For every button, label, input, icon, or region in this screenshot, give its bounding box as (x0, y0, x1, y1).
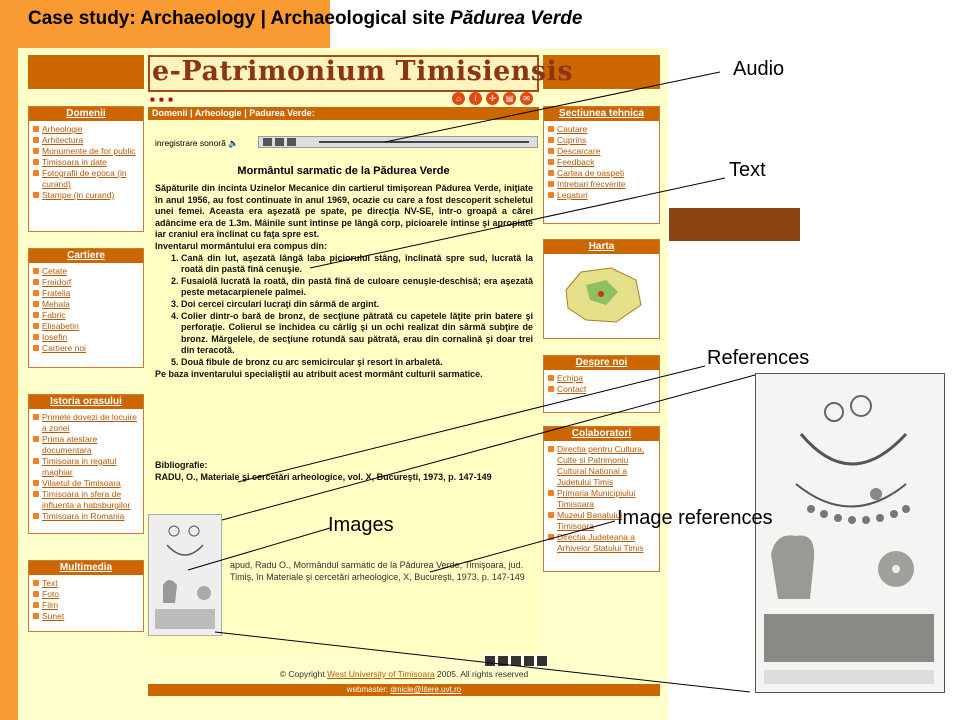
pause-icon[interactable] (275, 138, 284, 146)
copyright-footer: © Copyright West University of Timisoara 2005. All rights reserved (279, 669, 529, 679)
article-outro: Pe baza inventarului specialiştii au atribuit acest mormânt culturii sarmatice. (155, 368, 483, 379)
nav-link-item[interactable]: Prima atestare documentara (33, 434, 139, 456)
box-despre-noi (543, 355, 660, 413)
box-title[interactable]: Despre noi (544, 356, 659, 370)
audio-player[interactable] (258, 136, 538, 148)
multimedia-list (29, 575, 143, 625)
nav-link-item[interactable]: Cautare (548, 124, 655, 135)
last-page-icon[interactable] (536, 655, 548, 667)
next-page-icon[interactable] (523, 655, 535, 667)
breadcrumb: Domenii | Arheologie | Padurea Verde: (148, 107, 539, 120)
inventory-item: 3. Doi cercei circulari lucraţi din sârmă de argint. (181, 299, 533, 311)
city-map-thumbnail[interactable] (556, 260, 646, 330)
nav-link-item[interactable]: Timisoara in date (33, 157, 139, 168)
nav-link-item[interactable]: Cartiere noi (33, 343, 139, 354)
nav-link-item[interactable]: Vilaetul de Timisoara (33, 478, 139, 489)
box-sectiunea-tehnica (543, 106, 660, 224)
nav-link-item[interactable]: Text (33, 578, 139, 589)
nav-link-item[interactable]: Fotografii de epoca (in curand) (33, 168, 139, 190)
box-title[interactable]: Multimedia (29, 561, 143, 575)
info-icon[interactable]: i (469, 92, 482, 105)
nav-link-item[interactable]: Timisoara in Romania (33, 511, 139, 522)
university-link[interactable]: West University of Timisoara (327, 669, 435, 679)
bibliography-heading: Bibliografie: (155, 460, 208, 470)
audio-progress-track[interactable] (319, 141, 529, 143)
box-title[interactable]: Domenii (29, 107, 143, 121)
box-title[interactable]: Harta (544, 240, 659, 254)
inventory-item: 4. Colier dintr-o bară de bronz, de secţiune pătrată cu capetele lăţite prin batere şi perforaţie. Colierul se închidea cu cârlig şi un ochi realizat din sârmă subţire de bronz. Mărgelele, de secţiune rotundă sau pătrată, erau din cornalină şi doar trei din teracotă. (181, 311, 533, 357)
nav-link-item[interactable]: Cetate (33, 266, 139, 277)
artifact-plate-icon (756, 374, 944, 692)
nav-link-item[interactable]: Feedback (548, 157, 655, 168)
nav-link-item[interactable]: Legaturi (548, 190, 655, 201)
site-logo[interactable]: e-Patrimonium Timisiensis (152, 56, 574, 87)
cartiere-list (29, 263, 143, 357)
box-harta (543, 239, 660, 339)
nav-link-item[interactable]: Sunet (33, 611, 139, 622)
box-title[interactable]: Cartiere (29, 249, 143, 263)
nav-link-item[interactable]: Foto (33, 589, 139, 600)
box-title[interactable]: Istoria orasului (29, 395, 143, 409)
istoria-list (29, 409, 143, 525)
callout-image-references: Image references (617, 507, 773, 529)
audio-label: inregistrare sonoră 🔈 (155, 138, 239, 148)
grave-inventory-photo (755, 373, 945, 693)
stop-icon[interactable] (287, 138, 296, 146)
nav-link-item[interactable]: Echipa (548, 373, 655, 384)
callout-references: References (707, 347, 810, 369)
inventory-item: 5. Două fibule de bronz cu arc semicircular şi resort în arbaletă. (181, 357, 533, 369)
site-header-left-stripe (28, 55, 144, 89)
inventory-item: 2. Fusaiolă lucrată la roată, din pastă fină de culoare cenuşie-deschisă; era aşezată peste metacarpienele palmei. (181, 276, 533, 299)
callout-audio: Audio (733, 58, 785, 80)
nav-link-item[interactable]: Directia Judeteana a Arhivelor Statului Timis (548, 532, 655, 554)
despre-list (544, 370, 659, 398)
domenii-list (29, 121, 143, 204)
nav-link-item[interactable]: Primaria Municipiului Timisoara (548, 488, 655, 510)
document-icon[interactable]: ▤ (503, 92, 516, 105)
article-title: Mormântul sarmatic de la Pădurea Verde (237, 165, 450, 177)
box-istoria-orasului (28, 394, 144, 534)
webmaster-footer: webmaster: dmicle@litere.uvt.ro (148, 684, 660, 696)
inventory-list (167, 253, 533, 369)
nav-link-item[interactable]: Intrebari frecvente (548, 179, 655, 190)
mail-icon[interactable]: ✉ (520, 92, 533, 105)
callout-images: Images (328, 514, 394, 536)
nav-link-item[interactable]: Primele dovezi de locuire a zonei (33, 412, 139, 434)
nav-link-item[interactable]: Iosefin (33, 332, 139, 343)
first-page-icon[interactable] (484, 655, 496, 667)
language-flags-icon[interactable]: ■ ■ ■ (150, 95, 174, 104)
box-multimedia (28, 560, 144, 632)
nav-link-item[interactable]: Monumente de for public (33, 146, 139, 157)
site-toolbar-icons (452, 92, 533, 105)
article-intro: Săpăturile din incinta Uzinelor Mecanice din cartierul timişorean Pădurea Verde, iniţiate în anul 1956, au fost continuate în anul 1969, ocazie cu care a fost descoperit scheletul unei femei. Aceasta era aşezată pe spate, pe direcţia NV-SE, într-o groapă a cărei adâncime era de 1.3m. Mâinile sunt întinse pe lângă corp, picioarele întinse şi apropiate iar craniul era înclinat cu faţa spre est. (155, 183, 533, 240)
box-title[interactable]: Colaboratori (544, 427, 659, 441)
bibliography-text: RADU, O., Materiale şi cercetări arheologice, vol. X, Bucureşti, 1973, p. 147-149 (155, 471, 492, 482)
nav-link-item[interactable]: Freidorf (33, 277, 139, 288)
nav-link-item[interactable]: Contact (548, 384, 655, 395)
inventory-item: 1. Cană din lut, aşezată lângă laba piciorului stâng, înclinată spre sud, lucrată la roată din pastă fină cenuşie. (181, 253, 533, 276)
nav-link-item[interactable]: Descarcare (548, 146, 655, 157)
box-cartiere (28, 248, 144, 368)
nav-link-item[interactable]: Arheologie (33, 124, 139, 135)
nav-link-item[interactable]: Fratelia (33, 288, 139, 299)
home-nav-icon[interactable] (510, 655, 522, 667)
nav-link-item[interactable]: Directia pentru Cultura, Culte si Patrimoniu Cultural National a Judetului Timis (548, 444, 655, 488)
box-title[interactable]: Sectiunea tehnica (544, 107, 659, 121)
nav-link-item[interactable]: Timisoara in regatul maghiar (33, 456, 139, 478)
decorative-brown-block (669, 208, 800, 241)
artifact-thumbnail-image[interactable] (148, 514, 222, 636)
nav-link-item[interactable]: Timisoara in sfera de influenta a habsburgilor (33, 489, 139, 511)
article-body (155, 183, 533, 380)
bibliography (155, 460, 533, 483)
artifact-drawing-icon (149, 515, 221, 635)
box-colaboratori (543, 426, 660, 572)
nav-link-item[interactable]: Film (33, 600, 139, 611)
home-icon[interactable]: ⌂ (452, 92, 465, 105)
slide-title: Case study: Archaeology | Archaeological site Pădurea Verde (28, 8, 583, 29)
colaboratori-list (544, 441, 659, 557)
nav-link-item[interactable]: Cuprins (548, 135, 655, 146)
webmaster-email-link[interactable]: dmicle@litere.uvt.ro (390, 685, 462, 694)
callout-text: Text (729, 159, 766, 181)
nav-link-item[interactable]: Muzeul Banatului Timisoara (548, 510, 655, 532)
box-domenii (28, 106, 144, 232)
play-icon[interactable] (263, 138, 272, 146)
inventory-intro: Inventarul mormântului era compus din: (155, 240, 328, 251)
page-nav-buttons (484, 655, 548, 667)
speaker-icon: 🔈 (228, 138, 239, 148)
sitemap-icon[interactable]: ✢ (486, 92, 499, 105)
nav-link-item[interactable]: Fabric (33, 310, 139, 321)
nav-link-item[interactable]: Elisabetin (33, 321, 139, 332)
prev-page-icon[interactable] (497, 655, 509, 667)
sectiunea-list (544, 121, 659, 204)
nav-link-item[interactable]: Mehala (33, 299, 139, 310)
image-caption: apud, Radu O., Mormândul sarmatic de la Pădurea Verde, Timişoara, jud. Timiş, în Materiale şi cercetări arheologice, X, Bucureşti, 1973, p. 147-149 (230, 560, 525, 582)
nav-link-item[interactable]: Cartea de oaspeti (548, 168, 655, 179)
nav-link-item[interactable]: Arhitectura (33, 135, 139, 146)
nav-link-item[interactable]: Stampe (in curand) (33, 190, 139, 201)
